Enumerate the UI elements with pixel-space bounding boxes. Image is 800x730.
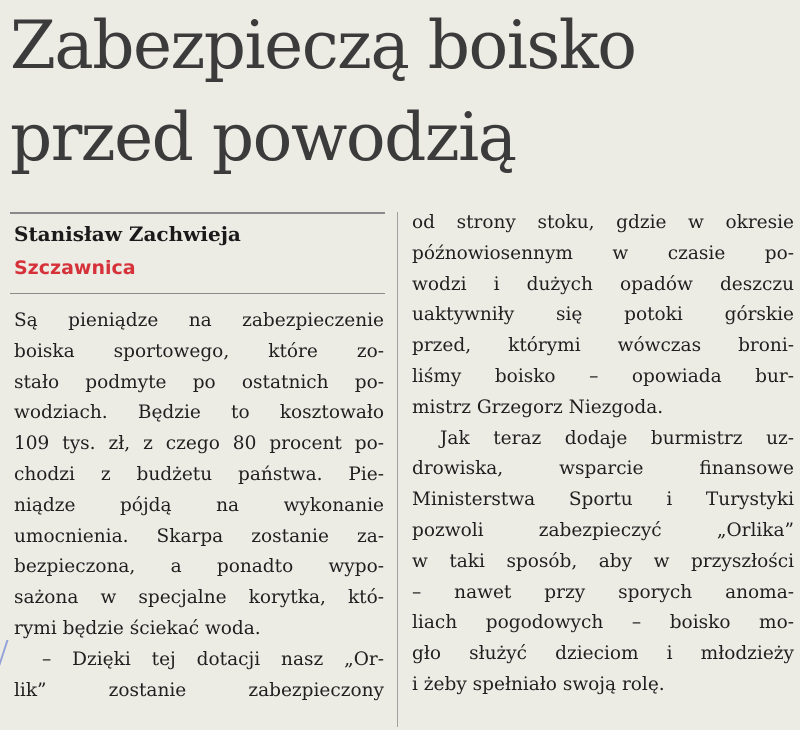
body-line: przed, którymi wówczas broni- bbox=[412, 335, 794, 357]
body-line: pozwoli zabezpieczyć „Orlika” bbox=[412, 519, 794, 541]
body-line: 109 tys. zł, z czego 80 procent po- bbox=[14, 433, 384, 455]
body-line: wodzi i dużych opadów deszczu bbox=[412, 273, 794, 295]
body-line: – nawet przy sporych anoma- bbox=[412, 581, 794, 603]
body-line: liśmy boisko – opowiada bur- bbox=[412, 365, 794, 387]
column-divider bbox=[397, 212, 398, 727]
body-line: bezpieczona, a ponadto wypo- bbox=[14, 556, 384, 578]
body-line: boiska sportowego, które zo- bbox=[14, 340, 384, 362]
body-line: Jak teraz dodaje burmistrz uz- bbox=[440, 427, 794, 449]
body-line: wodziach. Będzie to kosztowało bbox=[14, 402, 384, 424]
body-line: Ministerstwa Sportu i Turystyki bbox=[412, 489, 794, 511]
body-line: rymi będzie ściekać woda. bbox=[14, 617, 261, 639]
body-line: liach pogodowych – boisko mo- bbox=[412, 612, 794, 634]
body-column-1 bbox=[14, 306, 384, 706]
body-line: gło służyć dzieciom i młodzieży bbox=[412, 643, 794, 665]
body-line: mistrz Grzegorz Niezgoda. bbox=[412, 396, 664, 418]
body-line: Są pieniądze na zabezpieczenie bbox=[14, 310, 384, 331]
top-divider bbox=[10, 212, 385, 214]
body-line: i żeby spełniało swoją rolę. bbox=[412, 673, 665, 695]
body-line: niądze pójdą na wykonanie bbox=[14, 494, 384, 516]
body-line: lik” zostanie zabezpieczony bbox=[14, 679, 384, 701]
body-line: chodzi z budżetu państwa. Pie- bbox=[14, 463, 384, 485]
body-line: stało podmyte po ostatnich po- bbox=[14, 371, 384, 393]
author-name: Stanisław Zachwieja bbox=[14, 222, 241, 246]
body-line: późnowiosennym w czasie po- bbox=[412, 242, 794, 264]
body-line: uaktywniły się potoki górskie bbox=[412, 304, 794, 326]
headline-line-1: Zabezpieczą boisko bbox=[10, 7, 636, 84]
body-line: drowiska, wsparcie finansowe bbox=[412, 458, 794, 480]
body-line: sażona w specjalne korytka, któ- bbox=[14, 587, 384, 609]
body-line: – Dzięki tej dotacji nasz „Or- bbox=[42, 648, 384, 670]
body-line: umocnienia. Skarpa zostanie za- bbox=[14, 525, 384, 547]
article-headline bbox=[10, 0, 795, 184]
body-line: w taki sposób, aby w przyszłości bbox=[412, 550, 794, 572]
headline-line-2: przed powodzią bbox=[10, 99, 516, 176]
byline-divider bbox=[10, 293, 385, 294]
body-line: od strony stoku, gdzie w okresie bbox=[412, 212, 794, 233]
dateline-place: Szczawnica bbox=[14, 257, 136, 279]
body-column-2 bbox=[412, 208, 794, 701]
